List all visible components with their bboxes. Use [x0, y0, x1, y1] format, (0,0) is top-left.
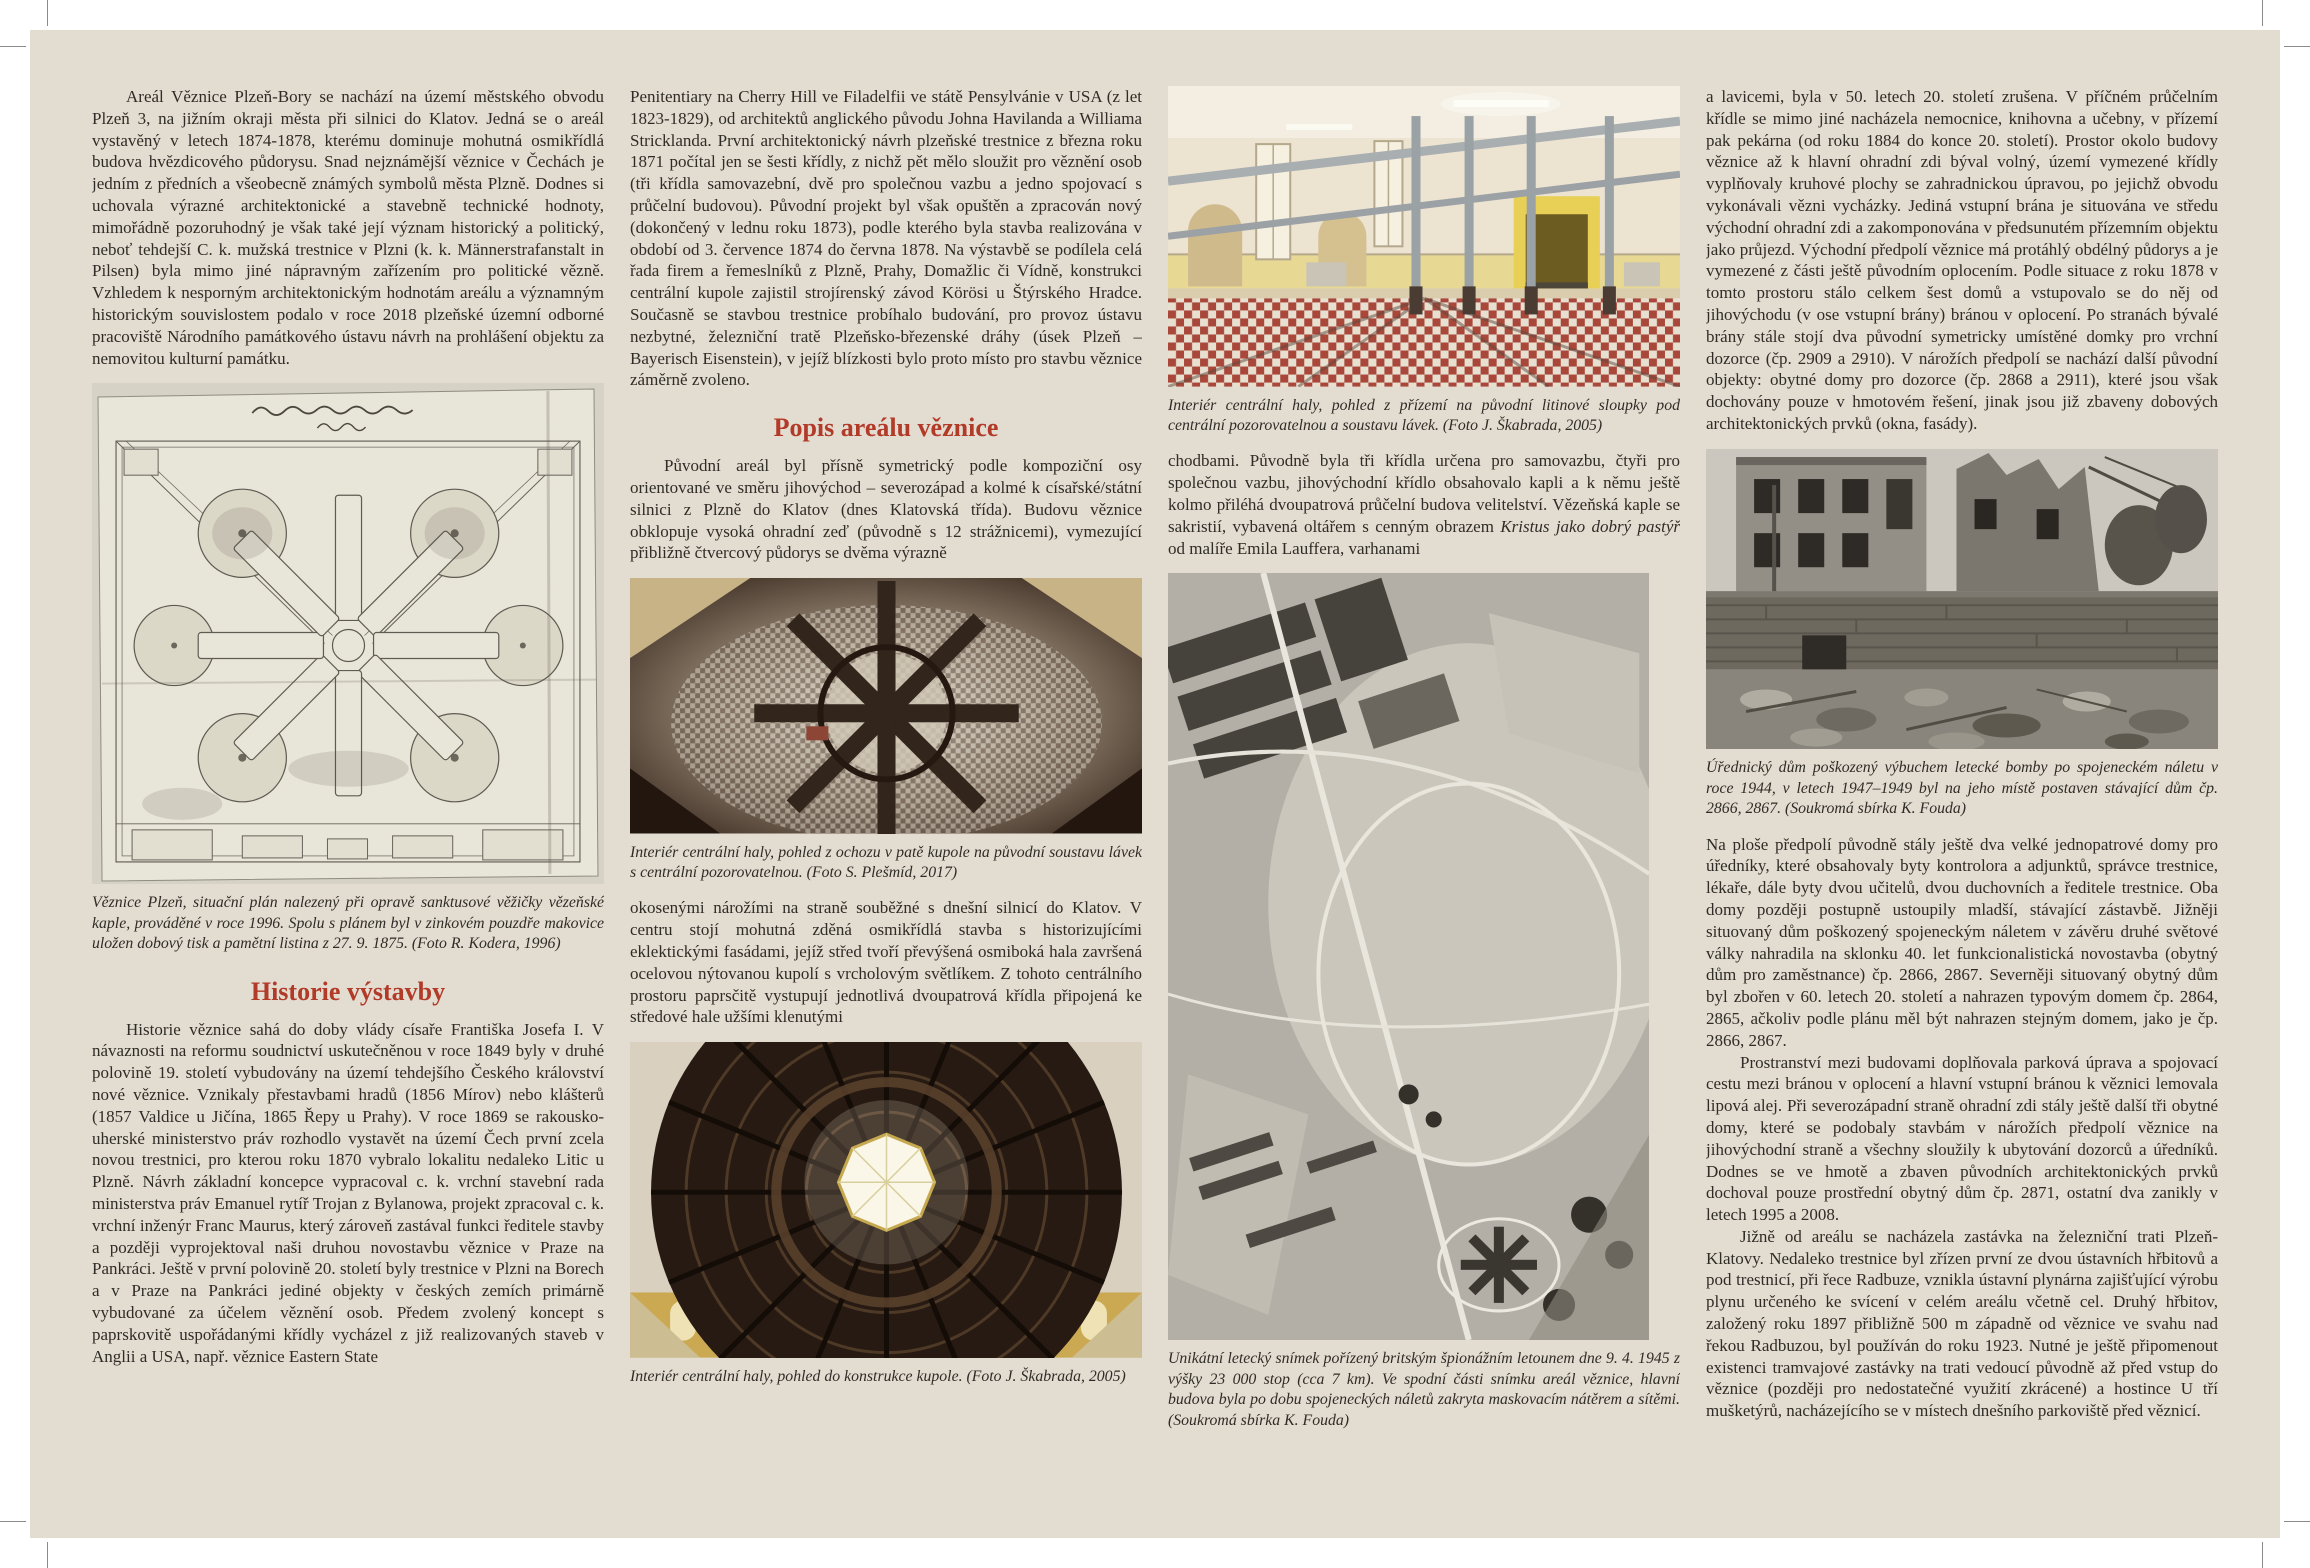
dome-figure — [630, 1042, 1142, 1387]
history-heading: Historie výstavby — [250, 976, 446, 1006]
wings-paragraph-text: chodbami. Původně byla tři křídla určena pro samovazbu, čtyři pro společnou vazbu, jihovýchodní křídlo obsahovalo kapli a k němu ještě kolmo přiléhá dvoupatrová průčelní budova velitelství. Vězeňská kaple se sakristií, vybavená oltářem s cenným obrazem — [1168, 451, 1680, 536]
original-area-paragraph: Původní areál byl přísně symetrický podle kompoziční osy orientované ve směru jihovýchod – severozápad a kolmé k císařské/státní silnici z Plzně do Klatov (dnes Klatovská třída). Budovu věznice obklopuje vysoká ohradní zeď (původně s 12 strážnicemi), vymezující přibližně čtvercový půdorys se dvěma výrazně — [630, 456, 1142, 563]
dome-caption: Interiér centrální haly, pohled do konstrukce kupole. (Foto J. Škabrada, 2005) — [630, 1367, 1126, 1385]
site-plan-image — [92, 383, 604, 884]
hall-ground-caption: Interiér centrální haly, pohled z přízemí na původní litinové sloupky pod centrální pozorovatelnou a soustavu lávek. (Foto J. Škabrada, 2005) — [1168, 396, 1680, 434]
forecourt-houses-paragraph: Na ploše předpolí původně stály ještě dva velké jednopatrové domy pro úředníky, které obsahovaly byty kontrolora a adjunktů, správce trestnice, lékaře, dále byty dvou učitelů, dvou duchovních a ředitele trestnice. Oba domy později postupně ustoupily mladší, stávající zástavbě. Jižněji situovaný dům poškozený spojeneckým náletem v závěru druhé světové války nahradila na sklonku 40. let funkcionalistická novostavba (obytný dům pro zaměstnance) čp. 2866, 2867. Severněji situovaný obytný dům byl zbořen v 60. letech 20. století a nahrazen typovým domem čp. 2864, 2865, ačkoliv podle plánu měl být nahrazen stejným domem, jako je čp. 2866, 2867. — [1706, 834, 2218, 1050]
hall-ground-image — [1168, 86, 1680, 387]
dome-image — [630, 1042, 1142, 1358]
front-wing-paragraph: a lavicemi, byla v 50. letech 20. století zrušena. V příčném průčelním křídle se mimo jiné nacházela nemocnice, knihovna a učebny, v přízemí pak pekárna (od roku 1884 do konce 20. století). Prostor okolo budovy věznice až k hlavní ohradní zdi býval volný, území vymezené křídly vyplňovaly kruhové plochy se zahradnickou úpravou, po jejichž obvodu vykonávali vězni vycházky. Jediná vstupní brána je situována ve středu východní ohradní zdi a zakomponována v předsunutém přízemním objektu jako průjezd. Východní předpolí věznice má protáhlý obdélný půdorys a je vymezené z části ještě původním oplocením. Podle situace z roku 1878 v tomto prostoru stálo celkem šest domů a vstupovalo se do něj od jihovýchodu (v ose vstupní brány) bránou v oplocení. Po stranách bývalé brány stále stojí dva původní symetricky umístěné domky pro vrchní dozorce (čp. 2909 a 2910). V nárožích předpolí se nachází další původní objekty: obytné domy pro dozorce (čp. 2868 a 2911), které jsou však dochovány pouze v hmotovém řešení, jinak jsou již zbaveny dobových architektonických prvků (okna, fasády). — [1706, 87, 2218, 433]
area-description-heading: Popis areálu věznice — [773, 413, 999, 443]
railway-surroundings-paragraph: Jižně od areálu se nacházela zastávka na železniční trati Plzeň-Klatovy. Nedaleko trestnice byl zřízen první ze dvou ústavních hřbitovů a pod trestnicí, při řece Radbuze, vznikla ústavní plynárna zajišťující výrobu plynu určeného ke svícení v celém areálu včetně cel. Druhý hřbitov, založený roku 1897 přibližně 500 m západně od věznice ve svahu nad řekou Radbuzou, byl používán do roku 1923. Nutné je ještě připomenout existenci tramvajové zastávky na trati vedoucí původně až před vstup do věznice (později pro nedostatečné využití zkrácené) a hostince U tří mušketýrů, nacházejícího se v místech dnešního parkoviště před věznicí. — [1706, 1226, 2218, 1421]
gallery-view-caption: Interiér centrální haly, pohled z ochozu v patě kupole na původní soustavu lávek s centrální pozorovatelnou. (Foto S. Plešmíd, 2017) — [630, 843, 1142, 882]
park-area-paragraph: Prostranství mezi budovami doplňovala parková úprava a spojovací cestu mezi bránou v oplocení a hlavní vstupní bránou k věznici lemovala lipová alej. Při severozápadní straně ohradní zdi stály ještě další tři obytné domy, které se podobaly stavbám v nárožích předpolí věznice na jihovýchodní straně a všechny sloužily k ubytování dozorců a úředníků. Dodnes se ve hmotě a zbaven původních architektonických prvků dochoval pouze prostřední obytný dům čp. 2871, ostatní dva zanikly v letech 1995 a 2008. — [1706, 1052, 2218, 1225]
site-plan-figure — [92, 383, 604, 954]
column-4 — [1706, 86, 2218, 1482]
crop-mark — [47, 0, 48, 26]
column-1 — [92, 86, 604, 1482]
crop-mark — [2262, 1542, 2263, 1568]
column-3 — [1168, 86, 1680, 1482]
crop-mark — [2262, 0, 2263, 26]
crop-mark — [2284, 46, 2310, 47]
aerial-photo-image — [1168, 573, 1649, 1340]
ruins-image — [1706, 449, 2218, 750]
penitentiary-paragraph: Penitentiary na Cherry Hill ve Filadelfii ve státě Pensylvánie v USA (z let 1823-1829), od architektů anglického původu Johna Havilanda a Williama Stricklanda. První architektonický návrh plzeňské trestnice z března roku 1871 počítal jen se šesti křídly, z nichž pět mělo sloužit pro věznění osob (tři křídla samovazební, dvě pro společnou vazbu a jedno spojovací s průčelní budovou). Původní projekt byl však opuštěn a zpracován nový (dokončený v lednu roku 1873), podle kterého byla stavba realizována v období od 3. července 1874 do června 1878. Na výstavbě se podílela celá řada firem a řemeslníků z Plzně, Prahy, Domažlic či Vídně, konstrukci centrální kupole zajistil strojírenský závod Körösi u Štýrského Hradce. Současně se stavbou trestnice probíhalo budování, pro provoz ústavu nezbytné, železniční tratě Plzeňsko-březenské dráhy (úsek Plzeň – Bayerisch Eisenstein), v jejíž blízkosti bylo proto místo pro stavbu věznice záměrně zvoleno. — [630, 87, 1142, 390]
ruins-figure — [1706, 449, 2218, 820]
history-paragraph: Historie věznice sahá do doby vlády císaře Františka Josefa I. V návaznosti na reformu soudnictví uskutečněnou v roce 1849 byly v druhé polovině 19. století vybudovány na území tehdejšího Českého království nové věznice. Vznikaly přestavbami hradů (1856 Mírov) nebo klášterů (1857 Valdice u Jičína, 1865 Řepy u Prahy). V roce 1869 se rakousko-uherské ministerstvo práv rozhodlo vystavět na území Čech první zcela novou trestnici, pro kterou roku 1870 vybralo lokalitu nedaleko Litic u Plzně. Návrh základní koncepce vypracoval c. k. vrchní stavební rada ministerstva práv Emanuel rytíř Trojan z Bylanowa, projekt zpracoval c. k. vrchní inženýr Franc Maurus, který zároveň zastával funkci ředitele stavby a později vyprojektoval naši druhou novostavbu věznice v Praze na Pankráci. Ještě v první polovině 20. století byly trestnice v Plzni na Borech a v Praze na Pankráci jediné objekty v českých zemích primárně vybudované za účelem věznění osob. Předem zvolený koncept s paprskovitě uspořádanými křídly vycházel z již realizovaných staveb v Anglii a USA, např. věznice Eastern State — [92, 1019, 604, 1366]
crop-mark — [47, 1542, 48, 1568]
crop-mark — [0, 46, 26, 47]
aerial-photo-caption: Unikátní letecký snímek pořízený britským špionážním letounem dne 9. 4. 1945 z výšky 23 000 stop (cca 7 km). Ve spodní části snímku areál věznice, hlavní budova byla po dobu spojeneckých náletů zakryta maskovacím nátěrem a sítěmi. (Soukromá sbírka K. Fouda) — [1168, 1350, 1680, 1429]
hall-ground-figure — [1168, 86, 1680, 436]
gallery-view-figure — [630, 578, 1142, 883]
crop-mark — [0, 1521, 26, 1522]
ruins-caption: Úřednický dům poškozený výbuchem letecké bomby po spojeneckém náletu v roce 1944, v letech 1947–1949 byl na jeho místě postaven stávající dům čp. 2866, 2867. (Soukromá sbírka K. Fouda) — [1706, 759, 2218, 818]
aerial-photo-figure — [1168, 573, 1680, 1431]
column-2 — [630, 86, 1142, 1482]
columns-wrapper — [92, 86, 2218, 1482]
wings-paragraph-end: od malíře Emila Lauffera, varhanami — [1168, 538, 1421, 558]
wings-paragraph — [1168, 450, 1680, 559]
intro-paragraph: Areál Věznice Plzeň-Bory se nachází na území městského obvodu Plzeň 3, na jižním okraji města při silnici do Klatov. Jedná se o areál vystavěný v letech 1874-1878, kterému dominuje mohutná osmikřídlá budova hvězdicového půdorysu. Snad nejznámější věznice v Čechách je jedním z předních a všeobecně známých symbolů města Plzně. Dodnes si uchovala výrazné architektonické a stavebně technické hodnoty, mimořádně pozoruhodný je však také její význam historický a politický, neboť tehdejší C. k. mužská trestnice v Plzni (k. k. Männerstrafanstalt in Pilsen) byla mimo jiné nápravným zařízením pro politické vězně. Vzhledem k nesporným architektonickým hodnotám areálu a významným historickým souvislostem podalo v roce 2018 plzeňské územní odborné pracoviště Národního památkového ústavu návrh na prohlášení objektu za nemovitou kulturní památku. — [92, 87, 604, 368]
altar-painting-title: Kristus jako dobrý pastýř — [1500, 516, 1680, 536]
hall-walkways-paragraph: okosenými nárožími na straně souběžné s dnešní silnicí do Klatov. V centru stojí mohutná zděná osmikřídlá stavba s historizujícími eklektickými fasádami, jejíž střed tvoří převýšená osmiboká hala završená ocelovou nýtovanou kupolí s vrcholovým světlíkem. Z tohoto centrálního prostoru paprsčitě vystupují jednotlivá dvoupatrová křídla připojená ke středové hale užšími klenutými — [630, 898, 1142, 1027]
leaflet-panel — [30, 30, 2280, 1538]
crop-mark — [2284, 1521, 2310, 1522]
site-plan-caption: Věznice Plzeň, situační plán nalezený při opravě sanktusové věžičky vězeňské kaple, prováděné v roce 1996. Spolu s plánem byl v zinkovém pouzdře makovice uložen dobový tisk a pamětní listina z 27. 9. 1875. (Foto R. Kodera, 1996) — [92, 894, 604, 953]
gallery-view-image — [630, 578, 1142, 833]
